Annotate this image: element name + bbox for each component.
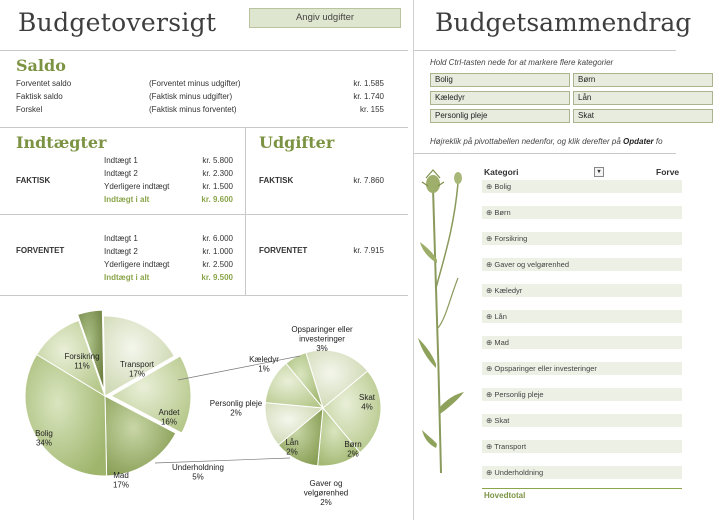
income-item-label: Indtægt 1 (104, 156, 138, 165)
summary-title: Budgetsammendrag (435, 8, 692, 37)
pivot-row[interactable]: ⊕ Personlig pleje (482, 388, 682, 401)
pivot-row[interactable]: ⊕ Gaver og velgørenhed (482, 258, 682, 271)
plant-illustration (416, 168, 476, 478)
data-label-opsparinger: Opsparinger eller investeringer 3% (291, 325, 353, 353)
main-pie (25, 310, 191, 476)
divider (0, 214, 408, 215)
income-item-label: Indtægt 1 (104, 234, 138, 243)
filter-dropdown-button[interactable]: ▾ (594, 167, 604, 177)
pivot-row[interactable]: ⊕ Mad (482, 336, 682, 349)
refresh-hint: Højreklik på pivottabellen nedenfor, og klik derefter på Opdater fo (430, 137, 663, 146)
data-label-personlig-pleje: Personlig pleje 2% (209, 399, 263, 418)
saldo-label: Forskel (16, 105, 43, 114)
pivot-row[interactable]: ⊕ Transport (482, 440, 682, 453)
pivot-grand-total: Hovedtotal (482, 488, 682, 502)
data-label-mad: Mad 17% (112, 471, 130, 490)
saldo-value: kr. 1.585 (353, 79, 384, 88)
saldo-value: kr. 155 (359, 105, 384, 114)
saldo-formula: (Faktisk minus forventet) (149, 105, 237, 114)
income-item-value: kr. 1.000 (202, 247, 233, 256)
data-label-laan: Lån 2% (285, 438, 299, 457)
income-item-label: Indtægt 2 (104, 247, 138, 256)
saldo-formula: (Faktisk minus udgifter) (149, 92, 233, 101)
slicer-item-personlig-pleje[interactable]: Personlig pleje (430, 109, 570, 123)
income-item-value: kr. 5.800 (202, 156, 233, 165)
data-label-forsikring: Forsikring 11% (64, 352, 100, 371)
pivot-row[interactable]: ⊕ Forsikring (482, 232, 682, 245)
expenses-heading: Udgifter (259, 133, 335, 152)
income-actual-label: FAKTISK (16, 176, 51, 185)
divider (414, 50, 676, 51)
income-total-label: Indtægt i alt (104, 195, 150, 204)
income-item-value: kr. 2.500 (202, 260, 233, 269)
pivot-row[interactable]: ⊕ Opsparinger eller investeringer (482, 362, 682, 375)
income-item-value: kr. 1.500 (202, 182, 233, 191)
expenses-actual-label: FAKTISK (259, 176, 294, 185)
pivot-col-kategori: Kategori (484, 167, 519, 177)
pivot-row[interactable]: ⊕ Kæledyr (482, 284, 682, 297)
income-total-value: kr. 9.500 (201, 273, 233, 282)
slicer-item-skat[interactable]: Skat (573, 109, 713, 123)
divider (0, 295, 408, 296)
saldo-label: Forventet saldo (16, 79, 72, 88)
expenses-planned-label: FORVENTET (259, 246, 308, 255)
income-planned-label: FORVENTET (16, 246, 65, 255)
income-item-label: Yderligere indtægt (104, 182, 170, 191)
slicer-item-born[interactable]: Børn (573, 73, 713, 87)
expenses-planned-value: kr. 7.915 (353, 246, 384, 255)
income-item-value: kr. 6.000 (202, 234, 233, 243)
refresh-hint-command: Opdater (623, 137, 654, 146)
slicer-hint: Hold Ctrl-tasten nede for at markere flere kategorier (430, 58, 614, 67)
expenses-actual-value: kr. 7.860 (353, 176, 384, 185)
pivot-header (482, 166, 682, 180)
data-label-skat: Skat 4% (358, 393, 376, 412)
income-total-label: Indtægt i alt (104, 273, 150, 282)
pivot-row[interactable]: ⊕ Underholdning (482, 466, 682, 479)
enter-expenses-button[interactable]: Angiv udgifter (249, 8, 401, 28)
saldo-formula: (Forventet minus udgifter) (149, 79, 241, 88)
pivot-col-forventet: Forve (656, 167, 680, 177)
pivot-row[interactable]: ⊕ Børn (482, 206, 682, 219)
divider (0, 50, 408, 51)
pivot-row[interactable]: ⊕ Skat (482, 414, 682, 427)
data-label-underholdning: Underholdning 5% (171, 463, 225, 482)
divider (414, 153, 676, 154)
budget-summary-panel (413, 0, 692, 520)
data-label-bolig: Bolig 34% (35, 429, 53, 448)
data-label-kaeledyr: Kæledyr 1% (249, 355, 279, 374)
page-title: Budgetoversigt (18, 8, 217, 37)
slicer-item-bolig[interactable]: Bolig (430, 73, 570, 87)
divider (245, 127, 246, 295)
data-label-andet: Andet 16% (158, 408, 180, 427)
saldo-label: Faktisk saldo (16, 92, 63, 101)
expense-pie-chart (0, 300, 408, 520)
income-total-value: kr. 9.600 (201, 195, 233, 204)
income-item-label: Indtægt 2 (104, 169, 138, 178)
data-label-born: Børn 2% (344, 440, 362, 459)
data-label-transport: Transport 17% (120, 360, 154, 379)
income-item-label: Yderligere indtægt (104, 260, 170, 269)
slicer-item-laan[interactable]: Lån (573, 91, 713, 105)
pivot-row[interactable]: ⊕ Lån (482, 310, 682, 323)
income-heading: Indtægter (16, 133, 107, 152)
saldo-heading: Saldo (16, 56, 66, 75)
slicer-item-kaeledyr[interactable]: Kæledyr (430, 91, 570, 105)
data-label-gaver: Gaver og velgørenhed 2% (303, 479, 349, 507)
pivot-row[interactable]: ⊕ Bolig (482, 180, 682, 193)
divider (0, 127, 408, 128)
saldo-value: kr. 1.740 (353, 92, 384, 101)
income-item-value: kr. 2.300 (202, 169, 233, 178)
